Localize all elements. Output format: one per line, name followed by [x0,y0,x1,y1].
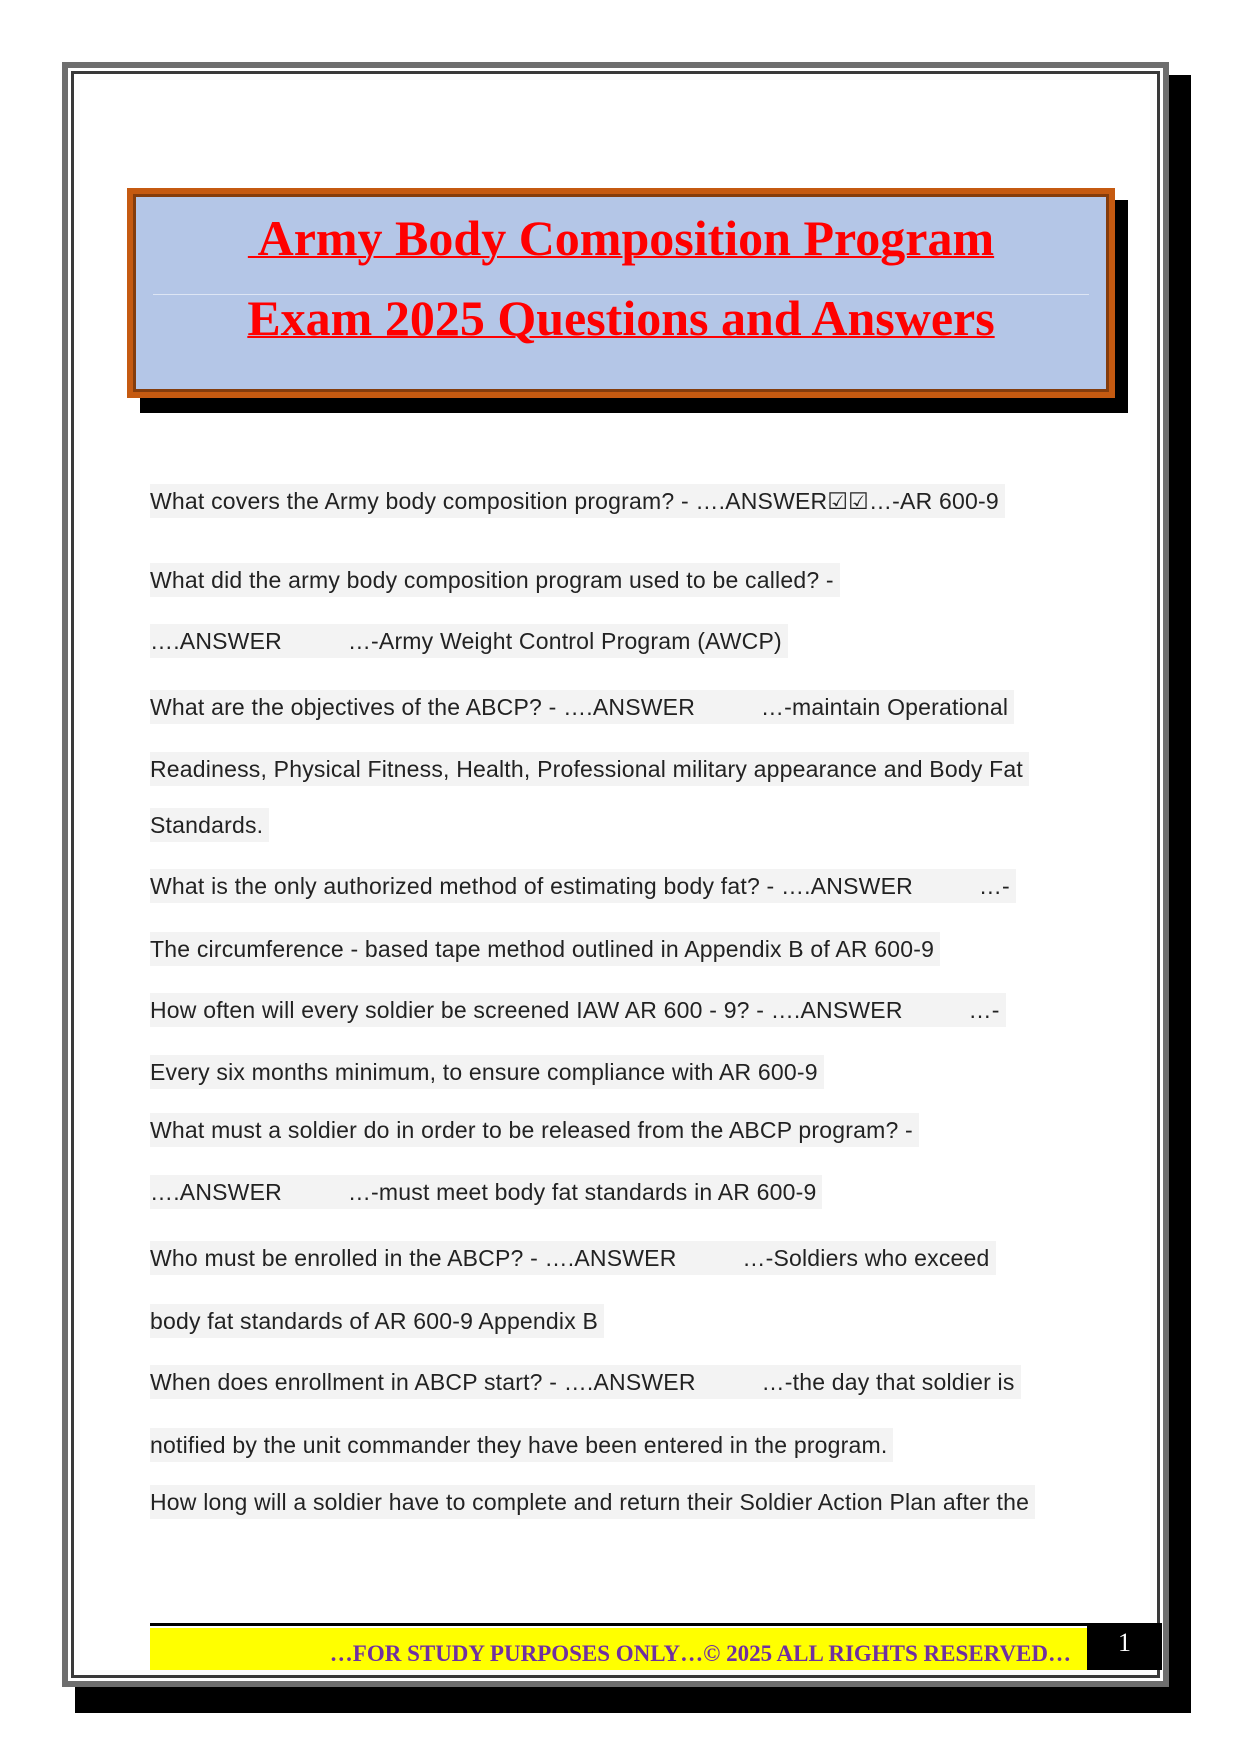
text-line: Readiness, Physical Fitness, Health, Professional military appearance and Body Fat [150,752,1029,786]
text-line: Standards. [150,808,269,842]
text-line: Who must be enrolled in the ABCP? - ….ANSWER …-Soldiers who exceed [150,1241,996,1275]
text-line: How long will a soldier have to complete and return their Soldier Action Plan after the [150,1485,1035,1519]
footer-notice: …FOR STUDY PURPOSES ONLY…© 2025 ALL RIGHTS RESERVED… [150,1628,1087,1670]
text-line: When does enrollment in ABCP start? - ….ANSWER …-the day that soldier is [150,1365,1021,1399]
footer-rule [150,1623,1087,1626]
text-line: notified by the unit commander they have been entered in the program. [150,1428,893,1462]
text-line: What are the objectives of the ABCP? - ….ANSWER …-maintain Operational [150,690,1014,724]
text-line: What is the only authorized method of estimating body fat? - ….ANSWER …- [150,869,1016,903]
text-line: ….ANSWER …-must meet body fat standards in AR 600-9 [150,1175,822,1209]
page-number: 1 [1087,1623,1162,1670]
text-line: The circumference - based tape method outlined in Appendix B of AR 600-9 [150,932,940,966]
title-line-1: Army Body Composition Program [247,210,995,266]
text-line: How often will every soldier be screened IAW AR 600 - 9? - ….ANSWER …- [150,993,1006,1027]
text-line: What did the army body composition program used to be called? - [150,563,840,597]
text-line: Every six months minimum, to ensure compliance with AR 600-9 [150,1055,824,1089]
title-line-2: Exam 2025 Questions and Answers [247,290,995,346]
text-line: What covers the Army body composition program? - ….ANSWER☑☑…-AR 600-9 [150,484,1005,518]
text-line: What must a soldier do in order to be released from the ABCP program? - [150,1113,919,1147]
text-line: body fat standards of AR 600-9 Appendix B [150,1304,604,1338]
title-box [127,188,1115,398]
text-line: ….ANSWER …-Army Weight Control Program (AWCP) [150,624,788,658]
